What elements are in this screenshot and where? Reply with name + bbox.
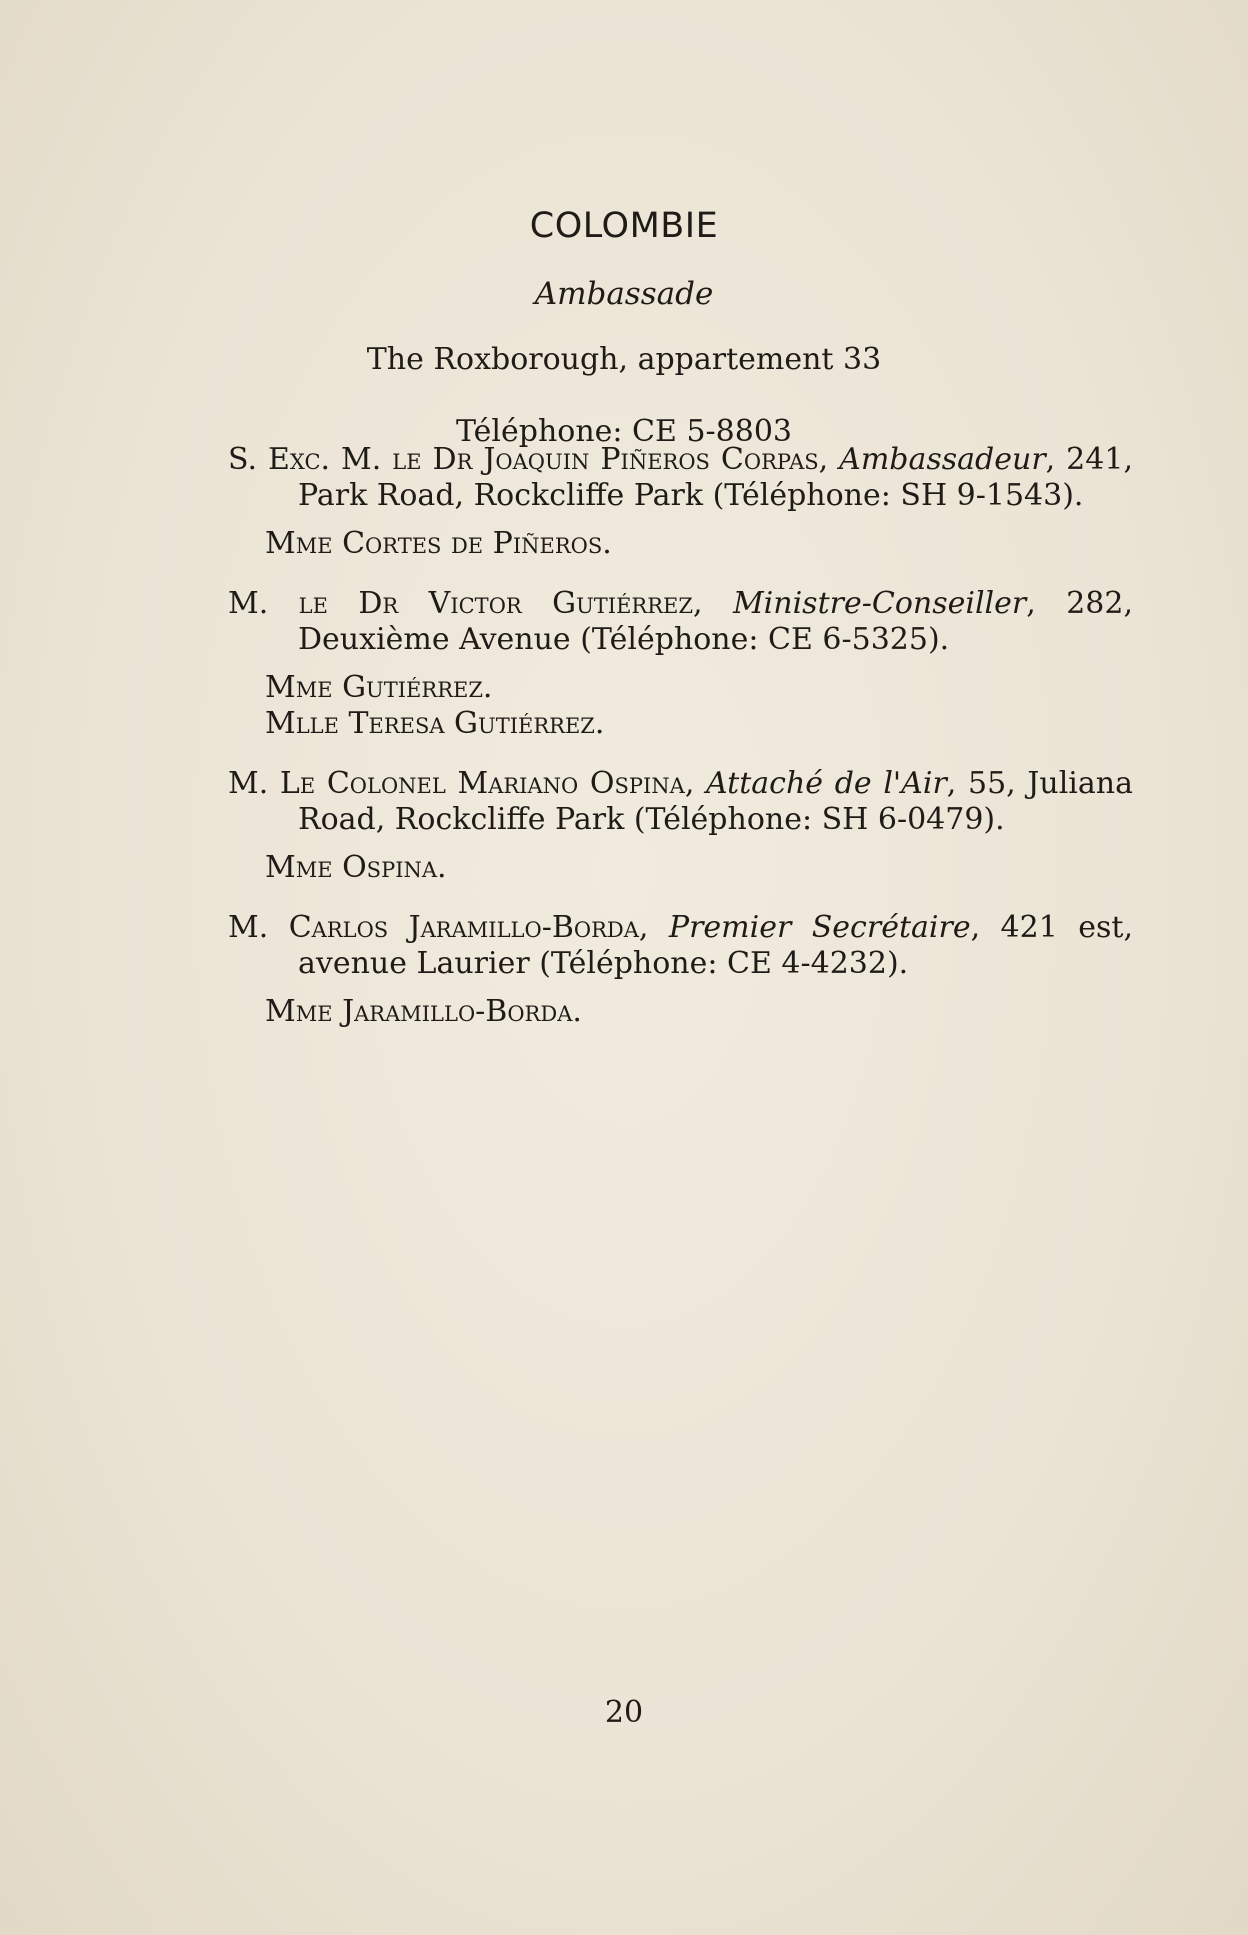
official-line — [228, 910, 1133, 982]
official-prefix: M. le Dr — [228, 586, 429, 621]
family-member: Mme Jaramillo-Borda. — [265, 994, 582, 1029]
official-details: , 241, Park Road, Rockcliffe Park (Téléphone: SH 9-1543). — [298, 442, 1133, 513]
mission-type: Ambassade — [534, 276, 714, 312]
official-name: Joaquin Piñeros Corpas — [483, 442, 819, 477]
official-prefix: M. — [228, 766, 280, 801]
family-member: Mlle Teresa Gutiérrez. — [265, 706, 605, 741]
official-role: Premier Secrétaire — [668, 910, 971, 945]
name-separator: , — [818, 442, 840, 477]
official-role: Attaché de l'Air — [706, 766, 947, 801]
official-name: Le Colonel Mariano Ospina — [279, 766, 685, 801]
official-details: , 421 est, avenue Laurier (Téléphone: CE 4-4232). — [298, 910, 1133, 981]
embassy-telephone: Téléphone: CE 5-8803 — [455, 414, 793, 449]
name-separator: , — [638, 910, 669, 945]
header — [0, 200, 1248, 452]
staff-entry — [228, 586, 1133, 742]
official-prefix: S. Exc. M. le Dr — [228, 442, 484, 477]
official-name: Carlos Jaramillo-Borda — [288, 910, 639, 945]
staff-listing — [228, 442, 1133, 1054]
official-line — [228, 442, 1133, 514]
official-line — [228, 586, 1133, 658]
family-member: Mme Ospina. — [265, 850, 447, 885]
official-role: Ministre-Conseiller — [732, 586, 1027, 621]
staff-entry — [228, 766, 1133, 886]
name-separator: , — [692, 586, 733, 621]
staff-entry — [228, 910, 1133, 1030]
official-role: Ambassadeur — [839, 442, 1046, 477]
official-details: , 282, Deuxième Avenue (Téléphone: CE 6-5325). — [298, 586, 1133, 657]
name-separator: , — [684, 766, 707, 801]
family-member: Mme Cortes de Piñeros. — [265, 526, 612, 561]
family-member: Mme Gutiérrez. — [265, 670, 493, 705]
country-title: COLOMBIE — [529, 206, 719, 246]
page-number: 20 — [604, 1695, 644, 1730]
official-prefix: M. — [228, 910, 289, 945]
staff-entry — [228, 442, 1133, 562]
official-name: Victor Gutiérrez — [428, 586, 693, 621]
official-details: , 55, Juliana Road, Rockcliffe Park (Téléphone: SH 6-0479). — [298, 766, 1133, 837]
embassy-address: The Roxborough, appartement 33 — [366, 342, 882, 377]
official-line — [228, 766, 1133, 838]
